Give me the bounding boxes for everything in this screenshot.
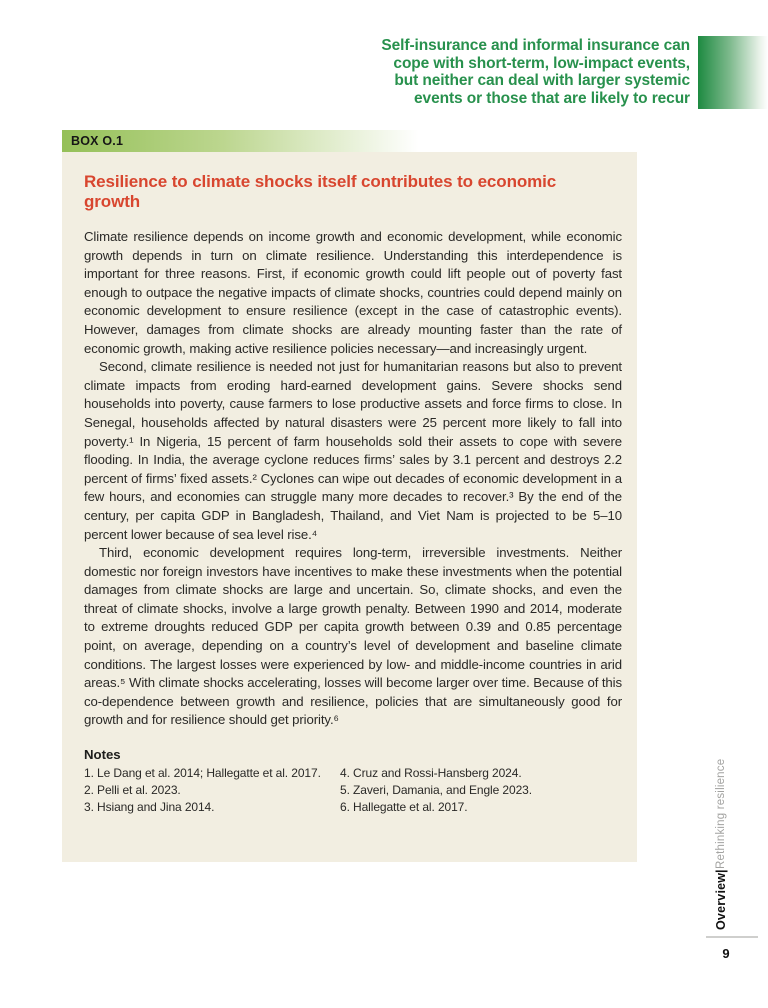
note-item: 2. Pelli et al. 2023. xyxy=(84,783,181,798)
pull-quote-line: events or those that are likely to recur xyxy=(414,89,690,107)
pull-quote-line: cope with short-term, low-impact events, xyxy=(393,54,690,72)
box-o1 xyxy=(62,152,637,862)
note-item: 5. Zaveri, Damania, and Engle 2023. xyxy=(340,783,532,798)
pull-quote-line: but neither can deal with larger systemic xyxy=(394,72,690,90)
notes-columns xyxy=(84,765,622,816)
notes-heading: Notes xyxy=(84,747,121,763)
box-paragraph-3: Third, economic development requires long-term, irreversible investments. Neither domestic nor foreign investors have incentives to make these investments when the potential damages from climate shocks are large and uncertain. So, climate shocks, and even the threat of climate shocks, involve a large growth penalty. Between 1990 and 2014, moderate to extreme droughts reduced GDP per capita growth between 0.39 and 0.85 percentage point, on average, depending on a country’s level of development and baseline climate conditions. The largest losses were experienced by low- and middle-income countries in arid areas.⁵ With climate shocks accelerating, losses will become larger over time. Because of this co-dependence between growth and resilience, policies that are simultaneously good for growth and for resilience should get priority.⁶ xyxy=(84,545,622,728)
page-number-rule xyxy=(706,936,758,938)
pull-quote xyxy=(260,37,690,107)
note-item: 6. Hallegatte et al. 2017. xyxy=(340,800,468,815)
page-number: 9 xyxy=(722,946,730,961)
pull-quote-line: Self-insurance and informal insurance can xyxy=(381,37,690,54)
box-paragraph-2: Second, climate resilience is needed not just for humanitarian reasons but also to prevent climate impacts from eroding hard-earned development gains. Severe shocks send households into poverty, cause farmers to lose productive assets and force firms to close. In Senegal, households affected by natural disasters were 25 percent more likely to fall into poverty.¹ In Nigeria, 15 percent of farm households sold their assets to cope with severe flooding. In India, the average cyclone reduces firms’ sales by 3.1 percent and destroys 2.2 percent of firms’ fixed assets.² Cyclones can wipe out decades of economic development in a few hours, and economies can struggle many more decades to recover.³ By the end of the century, per capita GDP in Bangladesh, Thailand, and Viet Nam is projected to be 5–10 percent lower because of sea level rise.⁴ xyxy=(84,359,622,542)
corner-gradient-bar xyxy=(698,36,768,109)
box-label-strip xyxy=(62,130,637,152)
side-rail-subtitle: Rethinking resilience xyxy=(715,758,727,870)
note-item: 3. Hsiang and Jina 2014. xyxy=(84,800,215,815)
notes-column-left xyxy=(84,765,340,816)
box-label: BOX O.1 xyxy=(71,134,124,148)
side-rail xyxy=(710,744,732,930)
note-item: 4. Cruz and Rossi-Hansberg 2024. xyxy=(340,766,522,781)
side-rail-separator: | xyxy=(714,869,728,873)
notes-column-right xyxy=(340,765,622,816)
note-item: 1. Le Dang et al. 2014; Hallegatte et al. 2017. xyxy=(84,766,321,781)
box-title: Resilience to climate shocks itself contributes to economic growth xyxy=(84,172,557,211)
box-paragraph-1: Climate resilience depends on income growth and economic development, while economic growth depends in turn on climate resilience. Understanding this interdependence is important for three reasons. First, if economic growth could lift people out of poverty fast enough to outpace the negative impacts of climate shocks, countries could depend mainly on economic development to ensure resilience (except in the case of catastrophic events). However, damages from climate shocks are already mounting faster than the rate of economic growth, making active resilience policies necessary—and increasingly urgent. xyxy=(84,229,622,356)
notes-section xyxy=(84,747,622,816)
side-rail-section: Overview xyxy=(714,872,728,930)
